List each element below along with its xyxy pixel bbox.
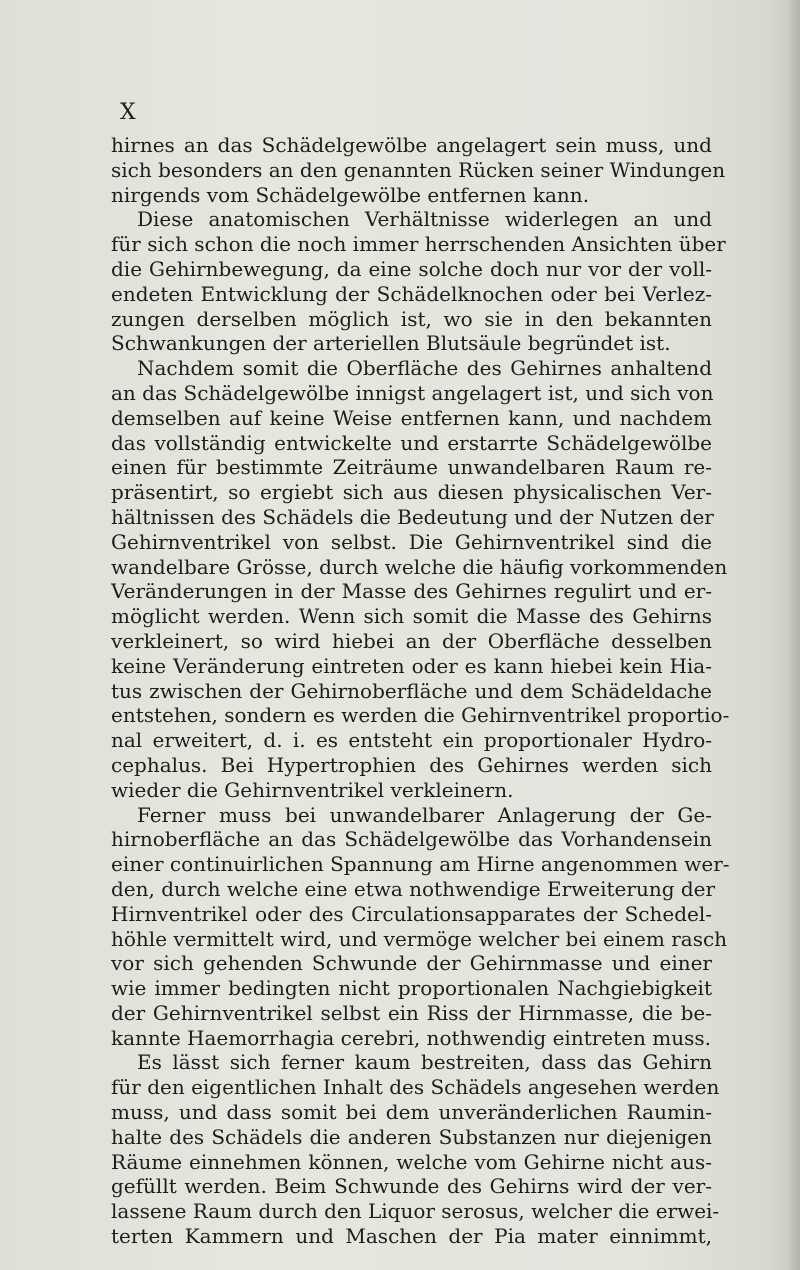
text-line: kannte Haemorrhagia cerebri, nothwendig eintreten muss. (111, 1025, 711, 1050)
text-line: wieder die Gehirnventrikel verkleinern. (111, 777, 514, 802)
text-line: cephalus. Bei Hypertrophien des Gehirnes werden sich (111, 752, 712, 777)
text-line: verkleinert, so wird hiebei an der Oberfläche desselben (111, 628, 712, 653)
text-line: hältnissen des Schädels die Bedeutung und der Nutzen der (111, 504, 714, 529)
text-line: zungen derselben möglich ist, wo sie in den bekannten (111, 306, 712, 331)
text-line: Hirnventrikel oder des Circulationsapparates der Schedel- (111, 901, 712, 926)
text-line: hirnoberfläche an das Schädelgewölbe das Vorhandensein (111, 827, 712, 852)
body-text (111, 133, 730, 1249)
text-line: für sich schon die noch immer herrschenden Ansichten über (111, 232, 726, 257)
text-line: höhle vermittelt wird, und vermöge welcher bei einem rasch (111, 926, 728, 951)
text-line: wie immer bedingten nicht proportionalen Nachgiebigkeit (111, 976, 712, 1001)
text-line: Räume einnehmen können, welche vom Gehirne nicht aus- (111, 1149, 712, 1174)
text-line: hirnes an das Schädelgewölbe angelagert sein muss, und (111, 133, 712, 157)
text-line: präsentirt, so ergiebt sich aus diesen physicalischen Ver- (111, 480, 712, 505)
text-line: nirgends vom Schädelgewölbe entfernen kann. (111, 182, 590, 207)
text-line: möglicht werden. Wenn sich somit die Masse des Gehirns (111, 604, 712, 629)
text-line: muss, und dass somit bei dem unveränderlichen Raumin- (111, 1100, 712, 1125)
text-line: lassene Raum durch den Liquor serosus, welcher die erwei- (111, 1199, 720, 1224)
text-line: keine Veränderung eintreten oder es kann hiebei kein Hia- (111, 653, 712, 678)
text-line: der Gehirnventrikel selbst ein Riss der Hirnmasse, die be- (111, 1000, 712, 1025)
text-line: Nachdem somit die Oberfläche des Gehirnes anhaltend (137, 356, 712, 381)
text-line: nal erweitert, d. i. es entsteht ein proportionaler Hydro- (111, 728, 712, 753)
text-line: für den eigentlichen Inhalt des Schädels angesehen werden (111, 1075, 720, 1100)
page-number: X (120, 100, 137, 125)
text-line: an das Schädelgewölbe innigst angelagert ist, und sich von (111, 380, 714, 405)
text-line: Ferner muss bei unwandelbarer Anlagerung der Ge- (137, 802, 712, 827)
text-line: entstehen, sondern es werden die Gehirnventrikel proportio- (111, 703, 730, 728)
text-line: tus zwischen der Gehirnoberfläche und dem Schädeldache (111, 678, 712, 703)
text-line: Gehirnventrikel von selbst. Die Gehirnventrikel sind die (111, 529, 712, 554)
text-line: Diese anatomischen Verhältnisse widerlegen an und (137, 207, 712, 232)
text-line: endeten Entwicklung der Schädelknochen oder bei Verlez- (111, 281, 712, 306)
page-edge-shadow (786, 0, 800, 1270)
text-line: Es lässt sich ferner kaum bestreiten, dass das Gehirn (137, 1050, 712, 1075)
text-line: halte des Schädels die anderen Substanzen nur diejenigen (111, 1124, 712, 1149)
text-line: sich besonders an den genannten Rücken seiner Windungen (111, 157, 726, 182)
text-line: den, durch welche eine etwa nothwendige Erweiterung der (111, 876, 716, 901)
text-line: wandelbare Grösse, durch welche die häufig vorkommenden (111, 554, 728, 579)
text-line: Veränderungen in der Masse des Gehirnes regulirt und er- (111, 579, 712, 604)
text-line: einer continuirlichen Spannung am Hirne angenommen wer- (111, 852, 730, 877)
text-line: vor sich gehenden Schwunde der Gehirnmasse und einer (111, 951, 712, 976)
text-line: die Gehirnbewegung, da eine solche doch nur vor der voll- (111, 256, 712, 281)
text-line: das vollständig entwickelte und erstarrte Schädelgewölbe (111, 430, 712, 455)
text-line: gefüllt werden. Beim Schwunde des Gehirns wird der ver- (111, 1174, 712, 1199)
text-line: Schwankungen der arteriellen Blutsäule begründet ist. (111, 331, 671, 356)
text-line: demselben auf keine Weise entfernen kann, und nachdem (111, 405, 712, 430)
text-line: einen für bestimmte Zeiträume unwandelbaren Raum re- (111, 455, 712, 480)
text-line: terten Kammern und Maschen der Pia mater einnimmt, (111, 1224, 712, 1249)
